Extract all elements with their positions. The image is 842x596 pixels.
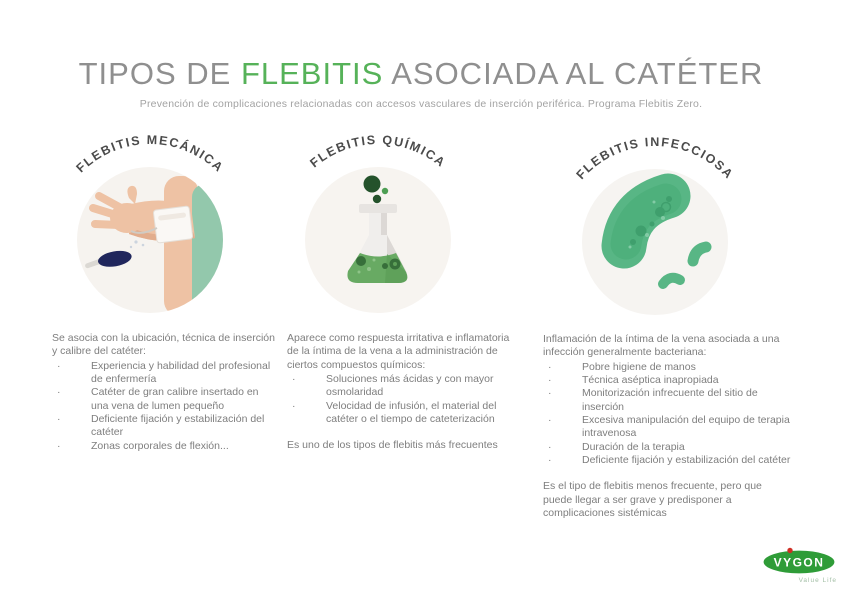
mechanical-phlebitis-illustration [35,132,265,327]
bullet-item [543,387,793,414]
bullet-text: Velocidad de infusión, el material del catéter o el tiempo de cateterización [326,399,497,425]
bullet-dot: · [292,372,296,385]
column-footnote: Es el tipo de flebitis menos frecuente, pero que puede llegar a ser grave y predisponer a complicaciones sistémicas [543,480,762,519]
bullet-dot: · [548,413,552,426]
title-prefix: TIPOS DE [78,56,241,91]
bullet-text: Catéter de gran calibre insertado en una vena de lumen pequeño [91,386,259,412]
bullet-text: Pobre higiene de manos [582,360,696,373]
bullet-item [543,414,793,441]
bullet-text: Excesiva manipulación del equipo de terapia intravenosa [582,413,790,440]
bullet-list [543,361,793,468]
column-quimica-text [287,332,519,453]
logo-text: VYGON [773,555,825,570]
column-mecanica-text [52,332,276,453]
bullet-item [287,373,519,400]
arc-label-mecanica: FLEBITIS MECÁNICA [73,132,227,176]
bullet-item [543,454,793,467]
bullet-text: Técnica aséptica inapropiada [582,373,719,386]
bullet-dot: · [292,399,296,412]
bullet-text: Monitorización infrecuente del sitio de inserción [582,387,758,413]
infectious-phlebitis-illustration [540,134,770,329]
arc-label-infecciosa: FLEBITIS INFECCIOSA [573,134,737,183]
logo-tagline: Value Life [798,577,837,584]
vygon-logo [760,546,842,588]
arc-label-quimica: FLEBITIS QUÍMICA [307,132,449,171]
column-intro: Se asocia con la ubicación, técnica de inserción y calibre del catéter: [52,332,275,358]
column-intro: Aparece como respuesta irritativa e inflamatoria de la íntima de la vena a la administración de ciertos compuestos químicos: [287,332,510,371]
bullet-item [543,441,793,454]
logo-red-dot [787,548,792,553]
bullet-item [52,386,276,413]
bullet-text: Deficiente fijación y estabilización del catéter [582,453,791,466]
column-intro: Inflamación de la íntima de la vena asociada a una infección generalmente bacteriana: [543,333,780,359]
bullet-list [52,360,276,453]
bullet-dot: · [57,439,61,452]
header [0,56,842,110]
title-highlight: FLEBITIS [240,56,384,91]
bullet-dot: · [548,373,552,386]
bullet-item [52,440,276,453]
bullet-text: Soluciones más ácidas y con mayor osmolaridad [326,372,494,399]
bullet-item [543,374,793,387]
page-title [0,56,842,92]
bullet-dot: · [548,453,552,466]
bullet-dot: · [548,387,552,400]
bullet-dot: · [57,412,61,425]
bullet-dot: · [548,360,552,373]
bullet-dot: · [57,359,61,372]
bullet-dot: · [57,386,61,399]
bullet-item [287,400,519,427]
page-subtitle: Prevención de complicaciones relacionadas con accesos vasculares de inserción periférica. Programa Flebitis Zero. [139,98,703,110]
bullet-text: Duración de la terapia [582,440,685,453]
bullet-item [52,413,276,440]
bullet-list [287,373,519,426]
column-footnote: Es uno de los tipos de flebitis más frecuentes [287,439,498,452]
bullet-text: Deficiente fijación y estabilización del catéter [91,412,265,439]
title-suffix: ASOCIADA AL CATÉTER [383,56,764,91]
bullet-dot: · [548,440,552,453]
bullet-item [52,360,276,387]
column-infecciosa-text [543,333,793,520]
bullet-text: Experiencia y habilidad del profesional de enfermería [91,359,271,385]
chemical-phlebitis-illustration [263,132,493,327]
bullet-item [543,361,793,374]
bullet-text: Zonas corporales de flexión... [91,439,229,452]
